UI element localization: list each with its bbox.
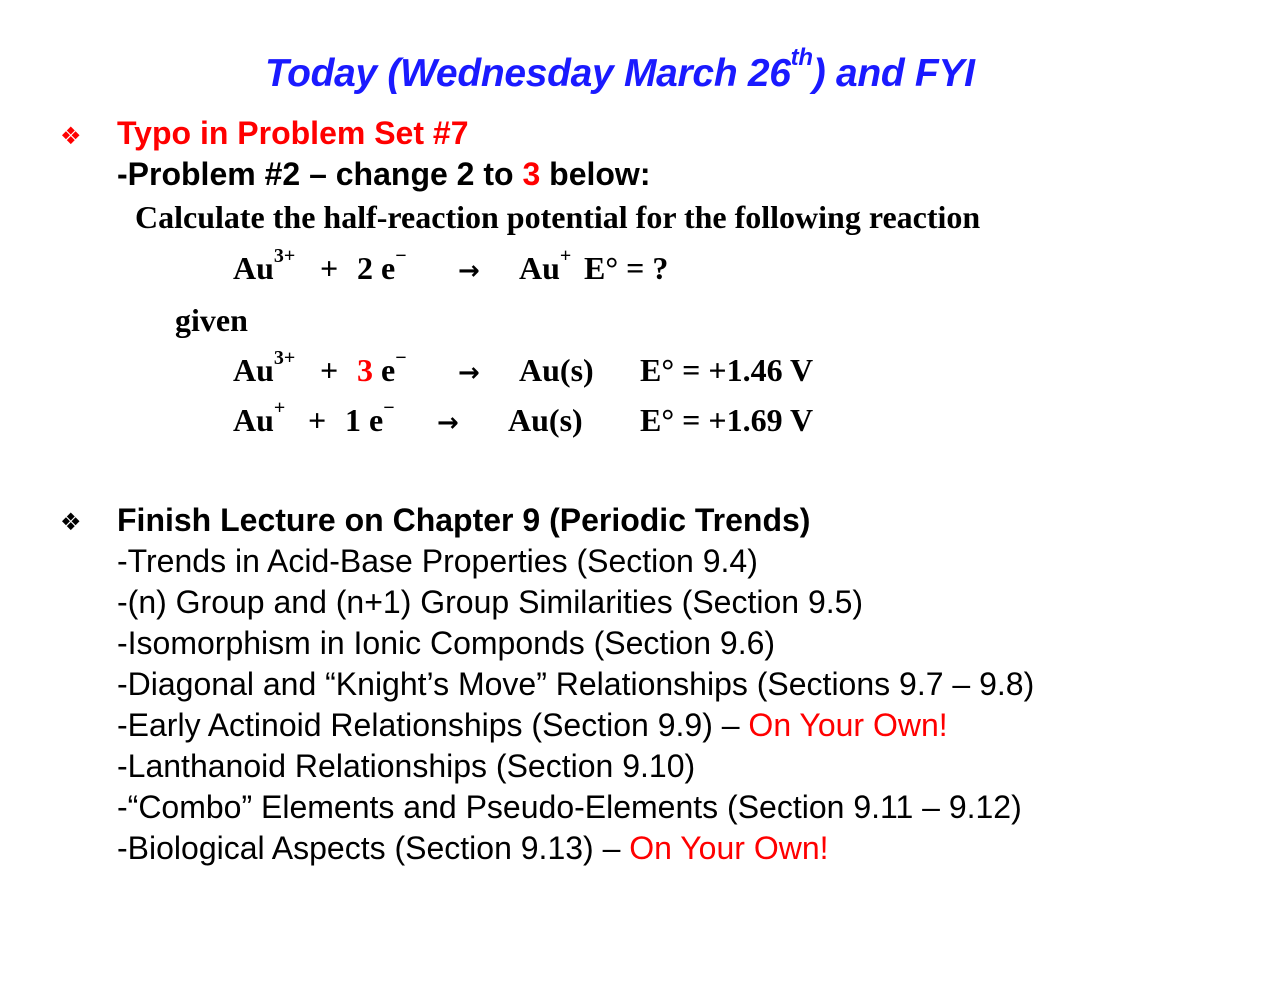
- correction-highlight: 3: [522, 156, 541, 192]
- title-superscript: th: [790, 44, 813, 71]
- list-item: -(n) Group and (n+1) Group Similarities (Section 9.5): [117, 584, 864, 620]
- on-your-own-note: On Your Own!: [629, 830, 829, 866]
- given-label: given: [175, 302, 248, 338]
- on-your-own-note: On Your Own!: [748, 707, 948, 743]
- target-electrons: 2 e−: [357, 245, 407, 286]
- list-item: -Trends in Acid-Base Properties (Section 9.4): [117, 543, 758, 579]
- given1-electrons: 3 e−: [357, 347, 407, 388]
- bullet-icon: ❖: [60, 122, 82, 150]
- given2-electrons: 1 e−: [345, 397, 395, 438]
- given2-product: Au(s): [508, 402, 583, 438]
- arrow-icon: →: [437, 408, 459, 438]
- list-item: -Isomorphism in Ionic Componds (Section 9.6): [117, 625, 776, 661]
- given1-potential: E° = +1.46 V: [640, 352, 814, 388]
- bullet-icon: ❖: [60, 508, 82, 536]
- list-item: -Biological Aspects (Section 9.13) – On Your Own!: [117, 830, 829, 866]
- target-plus: +: [320, 250, 339, 286]
- correction-suffix: below:: [540, 156, 651, 192]
- list-item: -Diagonal and “Knight’s Move” Relationships (Sections 9.7 – 9.8): [117, 666, 1035, 702]
- given2-electron-count: 1: [345, 402, 361, 438]
- given1-product: Au(s): [519, 352, 594, 388]
- target-potential: E° = ?: [584, 250, 669, 286]
- section1-heading: Typo in Problem Set #7: [117, 115, 469, 151]
- correction-prefix: -Problem #2 – change 2 to: [117, 156, 523, 192]
- target-reactant: $Au^{3+}$: [233, 245, 296, 286]
- problem-correction: [117, 156, 650, 193]
- instruction-text: Calculate the half-reaction potential for the following reaction: [135, 199, 981, 235]
- page-title: [265, 44, 975, 96]
- given1-reactant: $Au^{3+}$: [233, 347, 296, 388]
- list-item: -Early Actinoid Relationships (Section 9.9) – On Your Own!: [117, 707, 948, 743]
- given1-electron-count: 3: [357, 352, 373, 388]
- given2-plus: +: [308, 402, 327, 438]
- arrow-icon: →: [458, 358, 480, 388]
- title-prefix: Today (Wednesday March 26: [265, 52, 791, 95]
- title-suffix: ) and FYI: [812, 52, 975, 95]
- list-item: -Lanthanoid Relationships (Section 9.10): [117, 748, 696, 784]
- given2-reactant: Au+: [233, 397, 286, 438]
- list-item: -“Combo” Elements and Pseudo-Elements (Section 9.11 – 9.12): [117, 789, 1022, 825]
- given1-plus: +: [320, 352, 339, 388]
- section2-heading: Finish Lecture on Chapter 9 (Periodic Trends): [117, 502, 811, 538]
- arrow-icon: →: [458, 256, 480, 286]
- given2-potential: E° = +1.69 V: [640, 402, 814, 438]
- target-product: Au+: [519, 245, 572, 286]
